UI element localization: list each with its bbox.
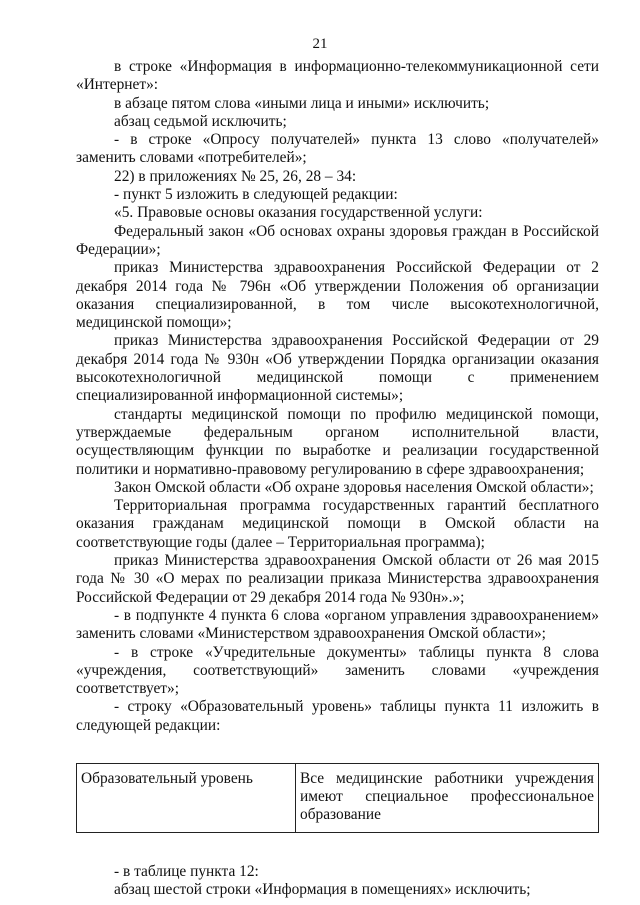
paragraph: приказ Министерства здравоохранения Российской Федерации от 2 декабря 2014 года № 796н «Об утверждении Положения об организации оказания специализированной, в том числе высокотехнологичной, медицинской помощи»; xyxy=(76,259,599,332)
paragraph: - в строке «Опросу получателей» пункта 13 слово «получателей» заменить словами «потребителей»; xyxy=(76,131,599,167)
paragraph: 22) в приложениях № 25, 26, 28 – 34: xyxy=(114,167,357,185)
paragraph: - строку «Образовательный уровень» таблицы пункта 11 изложить в следующей редакции: xyxy=(76,698,599,734)
paragraph: - в таблице пункта 12: xyxy=(114,862,259,880)
paragraph: абзац шестой строки «Информация в помещениях» исключить; xyxy=(114,881,531,899)
paragraph: - в строке «Учредительные документы» таблицы пункта 8 слова «учреждения, соответствующий» заменить словами «учреждения соответствует»; xyxy=(76,643,599,698)
paragraph: в абзаце пятом слова «иными лица и иными» исключить; xyxy=(114,94,490,112)
paragraph: «5. Правовые основы оказания государственной услуги: xyxy=(114,204,483,222)
paragraph: стандарты медицинской помощи по профилю медицинской помощи, утверждаемые федеральным органом исполнительной власти, осуществляющим функции по выработке и реализации государственной политики и нормативно-правовому регулированию в сфере здравоохранения; xyxy=(76,405,599,478)
paragraphs-after-table xyxy=(76,863,599,900)
education-level-table xyxy=(76,763,599,833)
paragraph: приказ Министерства здравоохранения Российской Федерации от 29 декабря 2014 года № 930н «Об утверждении Порядка организации оказания высокотехнологичной медицинской помощи с применением специализированной информационной системы»; xyxy=(76,332,599,405)
document-body xyxy=(76,58,599,900)
table-cell-label: Образовательный уровень xyxy=(77,764,296,832)
paragraph: - в подпункте 4 пункта 6 слова «органом управления здравоохранением» заменить словами «Министерством здравоохранения Омской области»; xyxy=(76,606,599,643)
paragraph: приказ Министерства здравоохранения Омской области от 26 мая 2015 года № 30 «О мерах по реализации приказа Министерства здравоохранения Российской Федерации от 29 декабря 2014 года № 930н».»; xyxy=(76,552,599,606)
paragraph: абзац седьмой исключить; xyxy=(114,112,287,130)
paragraph: Территориальная программа государственных гарантий бесплатного оказания гражданам медицинской помощи в Омской области на соответствующие годы (далее – Территориальная программа); xyxy=(76,497,599,551)
table-cell-value: Все медицинские работники учреждения имеют специальное профессиональное образование xyxy=(300,769,594,823)
paragraph: Федеральный закон «Об основах охраны здоровья граждан в Российской Федерации»; xyxy=(76,222,599,258)
page-number: 21 xyxy=(312,36,328,52)
paragraph: Закон Омской области «Об охране здоровья населения Омской области»; xyxy=(114,478,594,496)
paragraph: в строке «Информация в информационно-телекоммуникационной сети «Интернет»: xyxy=(76,58,599,94)
paragraph: - пункт 5 изложить в следующей редакции: xyxy=(114,186,398,204)
